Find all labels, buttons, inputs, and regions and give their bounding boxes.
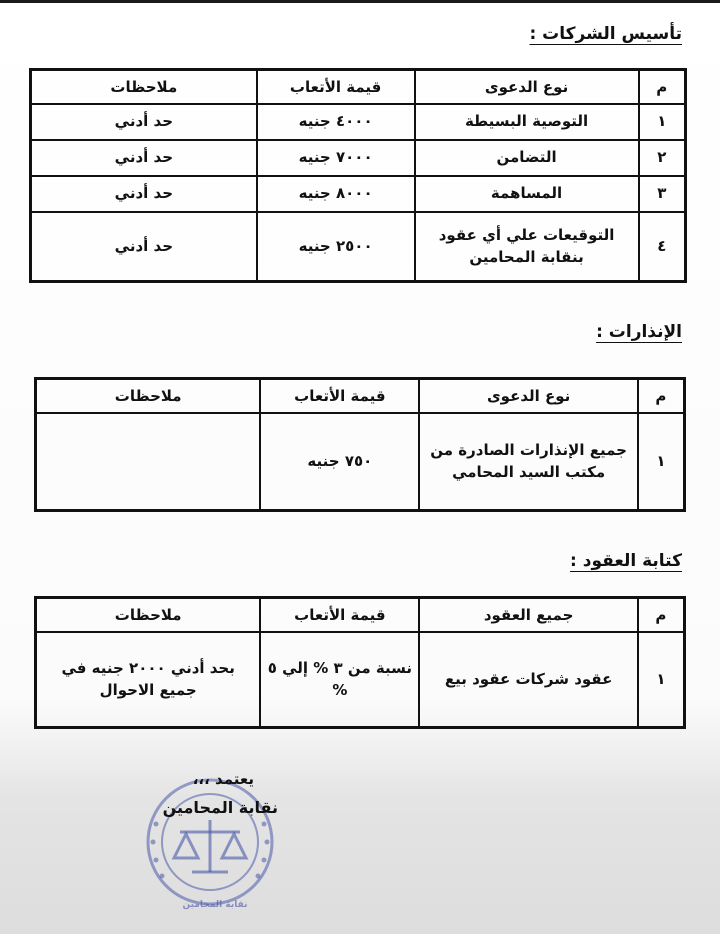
row-notes: بحد أدني ٢٠٠٠ جنيه في جميع الاحوال: [36, 632, 261, 728]
header-num: م: [638, 598, 685, 632]
row-type: التضامن: [415, 140, 639, 176]
row-fee: نسبة من ٣ % إلي ٥ %: [260, 632, 419, 728]
signatory-text: نقابة المحامين: [162, 798, 278, 817]
warnings-table: [34, 377, 686, 512]
contracts-table: [34, 596, 686, 729]
header-type: جميع العقود: [419, 598, 637, 632]
header-type: نوع الدعوى: [415, 70, 639, 104]
row-type: عقود شركات عقود بيع: [419, 632, 637, 728]
header-notes: ملاحظات: [36, 379, 261, 413]
table-row: [31, 212, 686, 282]
row-notes: حد أدني: [31, 140, 257, 176]
row-num: ١: [639, 104, 686, 140]
table-header-row: [36, 379, 685, 413]
row-notes: حد أدني: [31, 104, 257, 140]
section-title-warnings: الإنذارات :: [596, 322, 682, 342]
row-fee: ٨٠٠٠ جنيه: [257, 176, 415, 212]
row-num: ٤: [639, 212, 686, 282]
row-type: جميع الإنذارات الصادرة من مكتب السيد المحامي: [419, 413, 637, 511]
table-row: [36, 632, 685, 728]
establishment-table: [29, 68, 687, 283]
header-num: م: [638, 379, 685, 413]
header-fee: قيمة الأتعاب: [257, 70, 415, 104]
stamp-caption: نقابة المحامين: [182, 900, 248, 910]
row-fee: ٧٥٠ جنيه: [260, 413, 419, 511]
row-type: المساهمة: [415, 176, 639, 212]
row-fee: ٢٥٠٠ جنيه: [257, 212, 415, 282]
row-notes: حد أدني: [31, 212, 257, 282]
row-fee: ٤٠٠٠ جنيه: [257, 104, 415, 140]
table-row: [36, 413, 685, 511]
table-header-row: [36, 598, 685, 632]
header-fee: قيمة الأتعاب: [260, 379, 419, 413]
table-row: [31, 176, 686, 212]
section-title-contracts: كتابة العقود :: [570, 551, 682, 571]
header-fee: قيمة الأتعاب: [260, 598, 419, 632]
approval-text: يعتمد ،،،: [192, 770, 254, 788]
row-type: التوصية البسيطة: [415, 104, 639, 140]
row-type: التوقيعات علي أي عقود بنقابة المحامين: [415, 212, 639, 282]
header-notes: ملاحظات: [36, 598, 261, 632]
row-notes: حد أدني: [31, 176, 257, 212]
row-num: ٣: [639, 176, 686, 212]
row-notes: [36, 413, 261, 511]
header-notes: ملاحظات: [31, 70, 257, 104]
table-row: [31, 104, 686, 140]
header-num: م: [639, 70, 686, 104]
row-fee: ٧٠٠٠ جنيه: [257, 140, 415, 176]
row-num: ١: [638, 632, 685, 728]
header-type: نوع الدعوى: [419, 379, 637, 413]
row-num: ٢: [639, 140, 686, 176]
table-row: [31, 140, 686, 176]
table-header-row: [31, 70, 686, 104]
row-num: ١: [638, 413, 685, 511]
top-border-line: [0, 0, 720, 3]
section-title-establishment: تأسيس الشركات :: [529, 24, 682, 44]
